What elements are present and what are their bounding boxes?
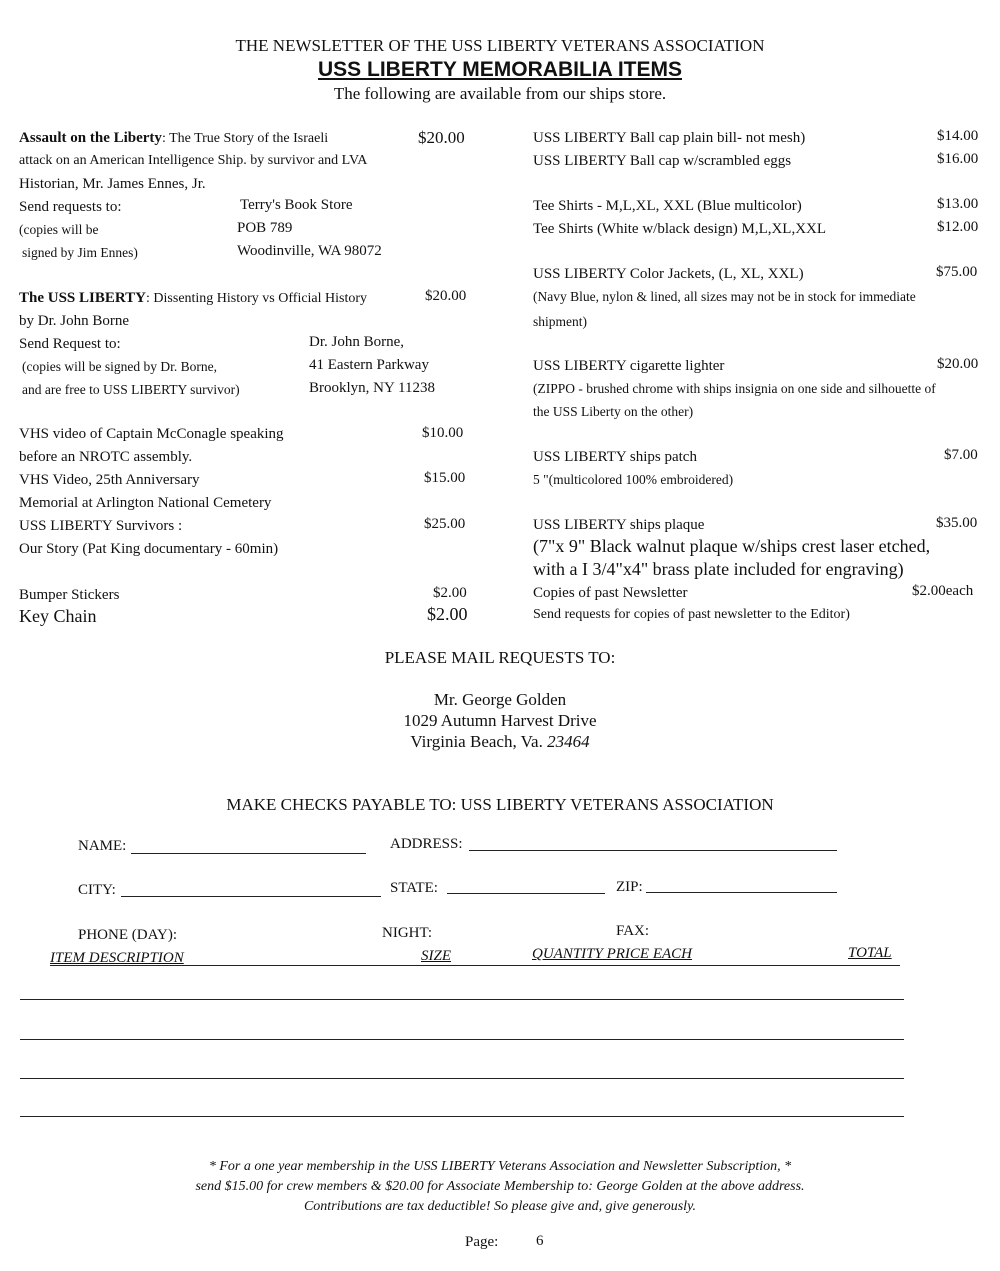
col-item-description: ITEM DESCRIPTION xyxy=(50,950,184,966)
book1-send-label: Send requests to: xyxy=(19,199,122,215)
vhs2-price: $15.00 xyxy=(424,470,466,486)
survivors-price: $25.00 xyxy=(424,516,466,532)
lighter-price: $20.00 xyxy=(937,356,979,372)
mail-name: Mr. George Golden xyxy=(433,690,567,709)
plaque-price: $35.00 xyxy=(936,515,978,531)
mail-city: Virginia Beach, Va. 23464 xyxy=(410,732,590,751)
newsletter-line: THE NEWSLETTER OF THE USS LIBERTY VETERANS ASSOCIATION xyxy=(235,36,765,55)
book2-title-line: The USS LIBERTY: Dissenting History vs Official History xyxy=(19,290,368,306)
book1-addr1: Terry's Book Store xyxy=(240,197,353,213)
book1-title-line: Assault on the Liberty: The True Story of the Israeli xyxy=(19,130,329,146)
keychain-label: Key Chain xyxy=(19,606,97,626)
footer-line3: Contributions are tax deductible! So please give and, give generously. xyxy=(303,1199,697,1214)
vhs2-line1: VHS Video, 25th Anniversary xyxy=(19,472,200,488)
order-line-2[interactable] xyxy=(20,1039,904,1040)
city-field[interactable] xyxy=(121,896,381,897)
cap2-label: USS LIBERTY Ball cap w/scrambled eggs xyxy=(533,153,792,169)
bumper-label: Bumper Stickers xyxy=(19,587,120,603)
tee2-price: $12.00 xyxy=(937,219,979,235)
survivors-line2: Our Story (Pat King documentary - 60min) xyxy=(19,541,279,557)
footer-line1: * For a one year membership in the USS LIBERTY Veterans Association and Newsletter Subscription, * xyxy=(208,1159,792,1174)
cap1-price: $14.00 xyxy=(937,128,979,144)
phone-label: PHONE (DAY): xyxy=(78,927,178,943)
name-field[interactable] xyxy=(131,853,366,854)
tee1-price: $13.00 xyxy=(937,196,979,212)
mail-street: 1029 Autumn Harvest Drive xyxy=(403,711,597,730)
book1-line3: Historian, Mr. James Ennes, Jr. xyxy=(19,176,206,192)
book1-note1: (copies will be xyxy=(19,222,99,237)
vhs1-price: $10.00 xyxy=(422,425,464,441)
night-label: NIGHT: xyxy=(382,925,433,941)
book2-price: $20.00 xyxy=(425,288,467,304)
book1-price: $20.00 xyxy=(418,128,465,147)
plaque-note2: with a I 3/4"x4" brass plate included for engraving) xyxy=(533,559,904,579)
page-subtitle: The following are available from our ships store. xyxy=(333,84,667,103)
lighter-note2: the USS Liberty on the other) xyxy=(533,404,694,419)
city-label: CITY: xyxy=(78,882,116,898)
book2-line2: by Dr. John Borne xyxy=(19,313,129,329)
patch-label: USS LIBERTY ships patch xyxy=(533,449,697,465)
address-field[interactable] xyxy=(469,850,837,851)
name-label: NAME: xyxy=(78,838,127,854)
col-size: SIZE xyxy=(421,948,451,964)
jacket-note2: shipment) xyxy=(533,314,587,329)
order-line-3[interactable] xyxy=(20,1078,904,1079)
book2-addr1: Dr. John Borne, xyxy=(309,334,404,350)
mail-heading: PLEASE MAIL REQUESTS TO: xyxy=(384,648,616,667)
lighter-label: USS LIBERTY cigarette lighter xyxy=(533,358,725,374)
zip-label: ZIP: xyxy=(616,879,643,895)
address-label: ADDRESS: xyxy=(390,836,463,852)
checks-payable: MAKE CHECKS PAYABLE TO: USS LIBERTY VETERANS ASSOCIATION xyxy=(226,795,774,814)
vhs1-line2: before an NROTC assembly. xyxy=(19,449,193,465)
page-label: Page: xyxy=(465,1234,499,1250)
newsletter-price: $2.00each xyxy=(912,583,974,599)
patch-note1: 5 "(multicolored 100% embroidered) xyxy=(533,472,734,487)
book2-addr2: 41 Eastern Parkway xyxy=(309,357,429,373)
order-line-1[interactable] xyxy=(20,999,904,1000)
state-field[interactable] xyxy=(447,893,605,894)
book2-note1: (copies will be signed by Dr. Borne, xyxy=(22,359,217,374)
tee1-label: Tee Shirts - M,L,XL, XXL (Blue multicolor) xyxy=(533,198,802,214)
jacket-note1: (Navy Blue, nylon & lined, all sizes may not be in stock for immediate xyxy=(533,289,916,304)
vhs2-line2: Memorial at Arlington National Cemetery xyxy=(19,495,272,511)
col-quantity-price: QUANTITY PRICE EACH xyxy=(532,946,693,962)
book2-addr3: Brooklyn, NY 11238 xyxy=(309,380,435,396)
bumper-price: $2.00 xyxy=(433,585,467,601)
page-title: USS LIBERTY MEMORABILIA ITEMS xyxy=(317,58,682,81)
cap1-label: USS LIBERTY Ball cap plain bill- not mesh) xyxy=(533,130,806,146)
newsletter-note1: Send requests for copies of past newsletter to the Editor) xyxy=(533,607,850,622)
order-line-4[interactable] xyxy=(20,1116,904,1117)
lighter-note1: (ZIPPO - brushed chrome with ships insignia on one side and silhouette of xyxy=(533,381,936,396)
header-underline xyxy=(50,965,900,966)
jacket-price: $75.00 xyxy=(936,264,978,280)
cap2-price: $16.00 xyxy=(937,151,979,167)
patch-price: $7.00 xyxy=(944,447,978,463)
state-label: STATE: xyxy=(390,880,438,896)
fax-label: FAX: xyxy=(616,923,650,939)
jacket-label: USS LIBERTY Color Jackets, (L, XL, XXL) xyxy=(533,266,804,282)
footer-line2: send $15.00 for crew members & $20.00 for Associate Membership to: George Golden at the above address. xyxy=(195,1179,805,1194)
book1-line2: attack on an American Intelligence Ship. by survivor and LVA xyxy=(19,153,368,168)
page-number: 6 xyxy=(536,1233,544,1249)
tee2-label: Tee Shirts (White w/black design) M,L,XL,XXL xyxy=(533,221,827,237)
vhs1-line1: VHS video of Captain McConagle speaking xyxy=(19,426,284,442)
newsletter-label: Copies of past Newsletter xyxy=(533,585,688,601)
col-total: TOTAL xyxy=(848,945,892,961)
book1-addr2: POB 789 xyxy=(237,220,293,236)
zip-field[interactable] xyxy=(646,892,837,893)
book1-note2: signed by Jim Ennes) xyxy=(22,245,138,260)
keychain-price: $2.00 xyxy=(427,604,468,624)
book2-send-label: Send Request to: xyxy=(19,336,121,352)
survivors-line1: USS LIBERTY Survivors : xyxy=(19,518,183,534)
book2-note2: and are free to USS LIBERTY survivor) xyxy=(22,382,240,397)
book1-addr3: Woodinville, WA 98072 xyxy=(237,243,382,259)
plaque-note1: (7"x 9" Black walnut plaque w/ships crest laser etched, xyxy=(533,536,931,556)
plaque-label: USS LIBERTY ships plaque xyxy=(533,517,705,533)
